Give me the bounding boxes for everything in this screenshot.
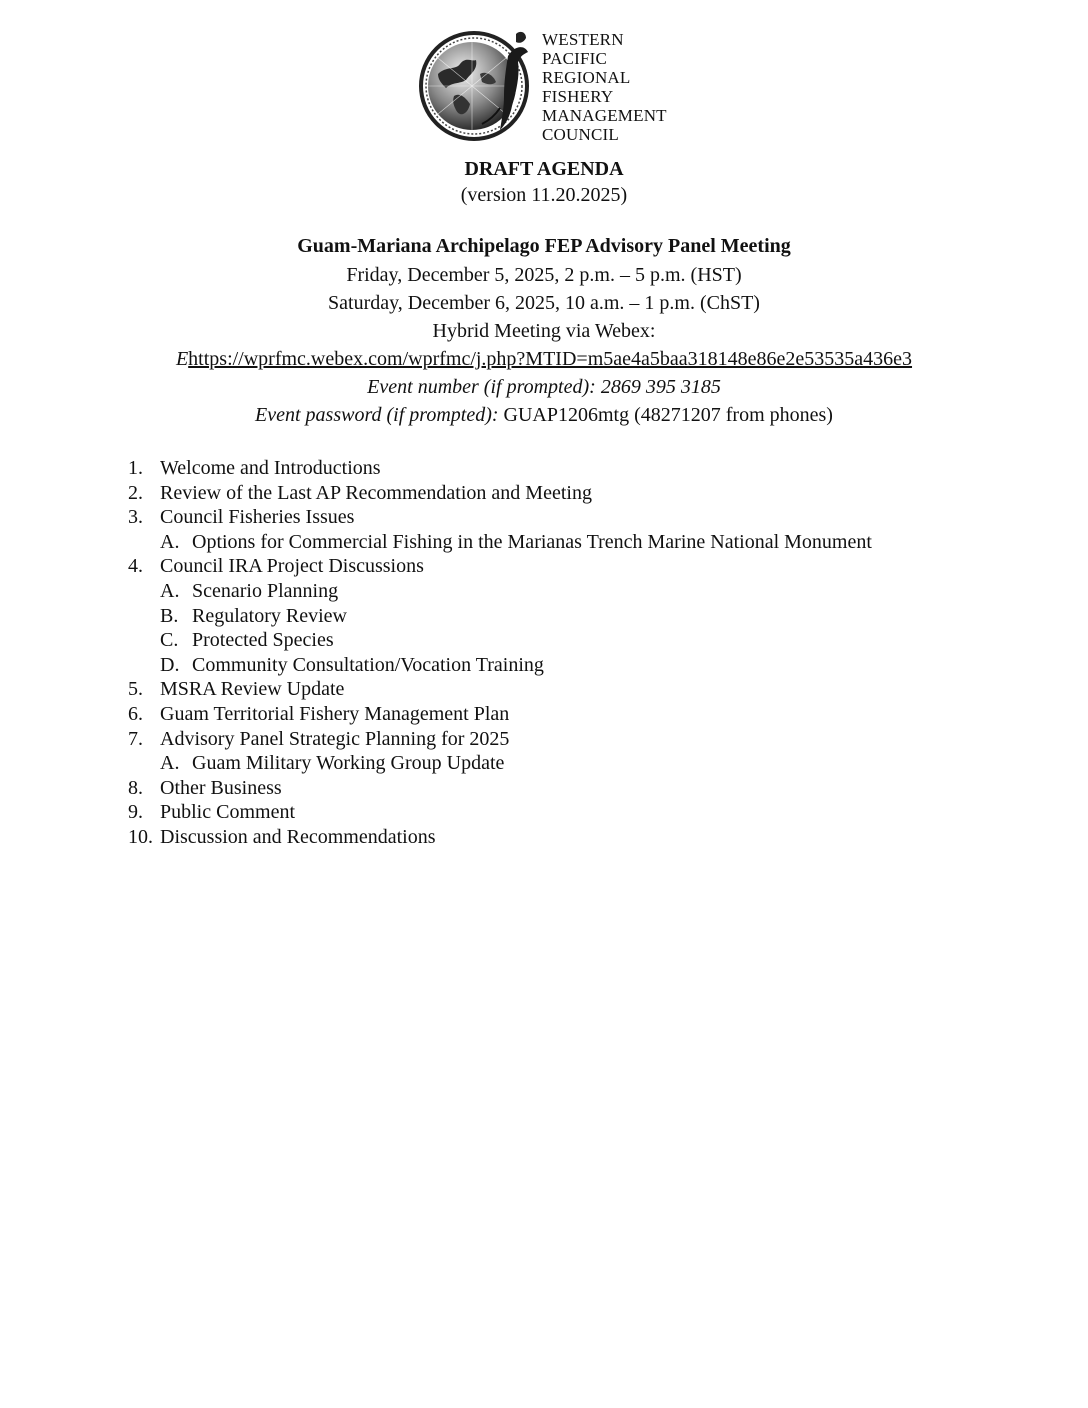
agenda-subitem (128, 653, 872, 678)
agenda-item-number: 1. (128, 457, 143, 479)
agenda-item-text: Public Comment (160, 801, 295, 824)
agenda-item (128, 505, 872, 530)
agenda-subitem (128, 530, 872, 555)
agenda-item-text: Guam Territorial Fishery Management Plan (160, 702, 510, 725)
link-prefix: E (175, 348, 189, 370)
agenda-item (128, 825, 872, 850)
council-name (542, 30, 667, 144)
agenda-item (128, 800, 872, 825)
agenda-item-text: Advisory Panel Strategic Planning for 2025 (160, 727, 510, 750)
council-name-line: PACIFIC (542, 49, 608, 68)
event-password-line (0, 401, 1088, 429)
agenda-subitem-letter: A. (160, 579, 180, 602)
council-name-line: FISHERY (542, 87, 614, 106)
agenda-subitem (128, 751, 872, 776)
agenda-item-number: 6. (128, 702, 143, 725)
agenda-item-number: 8. (128, 776, 143, 799)
agenda-item-number: 9. (128, 801, 143, 824)
agenda-list (128, 456, 872, 850)
council-name-line: WESTERN (542, 30, 624, 49)
agenda-item-number: 10. (128, 825, 153, 848)
webex-link-line (0, 345, 1088, 373)
event-password-label: Event password (if prompted): (255, 404, 499, 426)
meeting-date-friday: Friday, December 5, 2025, 2 p.m. – 5 p.m. (HST) (346, 264, 742, 286)
agenda-subitem (128, 579, 872, 604)
agenda-item-text: Discussion and Recommendations (160, 825, 436, 848)
agenda-item (128, 456, 872, 481)
agenda-item (128, 727, 872, 752)
agenda-subitem-letter: A. (160, 530, 180, 553)
agenda-item-text: Welcome and Introductions (160, 457, 381, 479)
agenda-item-text: Council IRA Project Discussions (160, 555, 424, 578)
agenda-item-text: Other Business (160, 776, 282, 799)
agenda-item-number: 3. (128, 506, 143, 529)
meeting-title: Guam-Mariana Archipelago FEP Advisory Panel Meeting (297, 235, 791, 257)
agenda-subitem-text: Community Consultation/Vocation Training (192, 653, 544, 676)
agenda-item-text: Council Fisheries Issues (160, 506, 355, 529)
agenda-subitem-letter: D. (160, 653, 180, 676)
agenda-item-text: MSRA Review Update (160, 678, 345, 701)
council-name-line: MANAGEMENT (542, 106, 667, 125)
event-password-value: GUAP1206mtg (48271207 from phones) (498, 404, 833, 426)
agenda-subitem-text: Scenario Planning (192, 579, 339, 602)
agenda-subitem-letter: C. (160, 629, 179, 652)
agenda-subitem-letter: A. (160, 752, 180, 775)
council-name-line: COUNCIL (542, 125, 619, 144)
agenda-subitem-text: Protected Species (192, 629, 334, 652)
document-version: (version 11.20.2025) (460, 184, 628, 206)
event-number: Event number (if prompted): 2869 395 3185 (367, 376, 721, 398)
agenda-item-number: 5. (128, 678, 143, 701)
agenda-item-number: 2. (128, 481, 143, 504)
council-name-line: REGIONAL (542, 68, 631, 87)
hybrid-meeting-label: Hybrid Meeting via Webex: (432, 320, 656, 342)
agenda-heading (0, 156, 1088, 429)
globe-emblem-icon (416, 26, 546, 144)
agenda-item-number: 7. (128, 727, 143, 750)
agenda-item (128, 554, 872, 579)
document-title: DRAFT AGENDA (464, 158, 624, 180)
meeting-date-saturday: Saturday, December 6, 2025, 10 a.m. – 1 p.m. (ChST) (328, 292, 760, 314)
webex-link[interactable]: https://wprfmc.webex.com/wprfmc/j.php?MTID=m5ae4a5baa318148e86e2e53535a436e3 (188, 348, 913, 370)
agenda-item (128, 677, 872, 702)
agenda-item (128, 481, 872, 506)
agenda-subitem-text: Options for Commercial Fishing in the Marianas Trench Marine National Monument (192, 530, 872, 553)
agenda-subitem-text: Regulatory Review (192, 604, 347, 627)
agenda-item (128, 776, 872, 801)
council-logo (410, 22, 710, 152)
agenda-subitem (128, 628, 872, 653)
agenda-item (128, 702, 872, 727)
agenda-subitem-letter: B. (160, 604, 179, 627)
agenda-subitem (128, 604, 872, 629)
agenda-subitem-text: Guam Military Working Group Update (192, 752, 505, 775)
agenda-item-number: 4. (128, 555, 143, 578)
agenda-item-text: Review of the Last AP Recommendation and Meeting (160, 481, 592, 504)
